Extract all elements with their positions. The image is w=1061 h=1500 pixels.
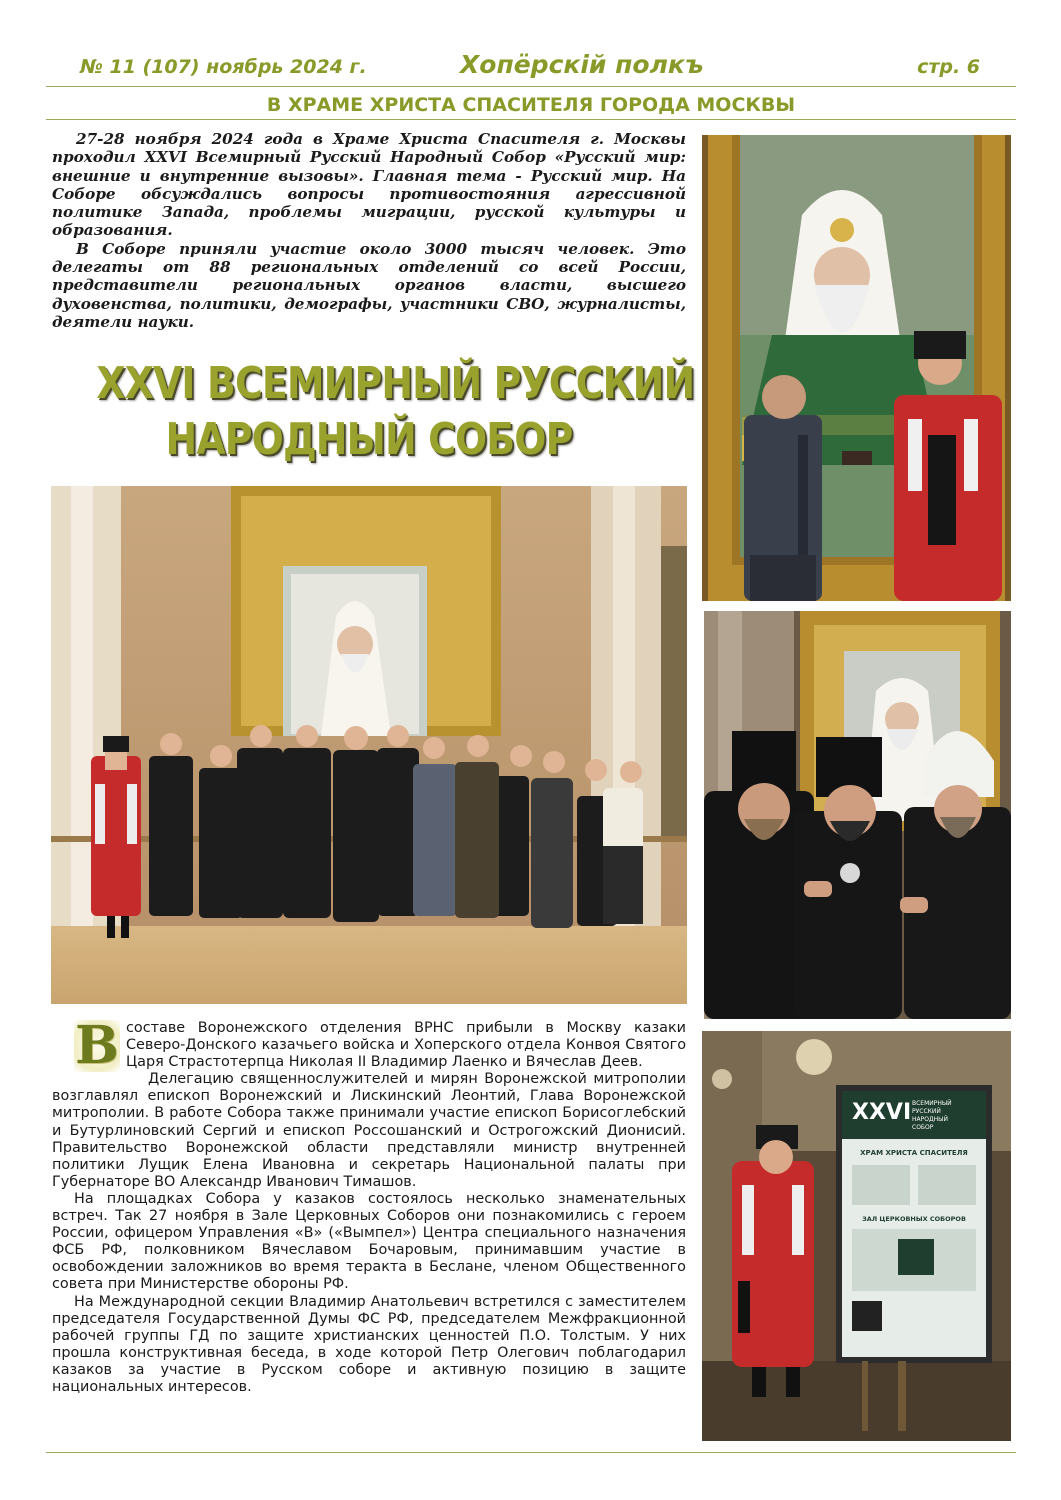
- headline-line-1: XXVI ВСЕМИРНЫЙ РУССКИЙ: [96, 358, 695, 409]
- poster-photo: [702, 1031, 1011, 1441]
- poster-small-1: ВСЕМИРНЫЙ: [912, 1100, 952, 1107]
- article-paragraph-2: Делегацию священнослужителей и мирян Воронежской митрополии возглавлял епископ Воронежский и Лискинский Леонтий, Глава Воронежской митрополии. В работе Собора также принимали участие епископ Борисоглебский и Бутурлиновский Сергий и епископ Россошанский и Острогожский Дионисий. Правительство Воронежской области представляли министр внутренней политики Лущик Елена Ивановна и секретарь Национальной палаты при Губернаторе ВО Александр Иванович Тимашов.: [52, 1071, 686, 1190]
- bottom-rule: [46, 1452, 1016, 1453]
- article-paragraph-3: На площадках Собора у казаков состоялось несколько знаменательных встреч. Так 27 ноября в Зале Церковных Соборов они познакомились с героем России, офицером Управления «В» («Вымпел») Центра специального назначения ФСБ РФ, полковником Вячеславом Бочаровым, принимавшим участие в освобождении заложников во время теракта в Беслане, членом Общественного совета при Министерстве обороны РФ.: [52, 1190, 686, 1293]
- poster-small-2: РУССКИЙ: [912, 1108, 941, 1115]
- clergy-photo: [704, 611, 1011, 1019]
- poster-small-4: СОБОР: [912, 1124, 934, 1131]
- section-title: В ХРАМЕ ХРИСТА СПАСИТЕЛЯ ГОРОДА МОСКВЫ: [46, 91, 1016, 120]
- page-number: стр. 6: [917, 56, 980, 78]
- article-paragraph-4: На Международной секции Владимир Анатольевич встретился с заместителем председателя Государственной Думы ФС РФ, председателем Межфракционной рабочей группы ГД по защите христианских ценностей П.О. Толстым. У них прошла конструктивная беседа, в ходе которой Петр Олегович поблагодарил казаков за участие в Русском соборе и активную позицию в защите национальных интересов.: [52, 1293, 686, 1395]
- poster-number: XXVI: [852, 1100, 912, 1125]
- article-body: [52, 1015, 686, 1396]
- headline-line-2: НАРОДНЫЙ СОБОР: [165, 414, 573, 465]
- issue-number: № 11 (107) ноябрь 2024 г.: [80, 56, 367, 78]
- article-paragraph-1-text: составе Воронежского отделения ВРНС прибыли в Москву казаки Северо-Донского казачьего войска и Хоперского отдела Конвоя Святого Царя Страстотерпца Николая II Владимир Лаенко и Вячеслав Деев.: [126, 1020, 686, 1071]
- lead-text: [52, 130, 686, 331]
- group-photo: [51, 486, 687, 1004]
- lead-paragraph-2: В Соборе приняли участие около 3000 тысяч человек. Это делегаты от 88 региональных отделений со всей России, представители региональных органов власти, высшего духовенства, политики, демографы, участники СВО, журналисты, деятели науки.: [52, 239, 686, 331]
- poster-small-3: НАРОДНЫЙ: [912, 1116, 948, 1123]
- masthead: [46, 50, 1016, 87]
- drop-cap: В: [75, 1015, 119, 1076]
- article-headline: [96, 356, 695, 468]
- poster-hall: ХРАМ ХРИСТА СПАСИТЕЛЯ: [860, 1149, 968, 1157]
- article-paragraph-1: [52, 1015, 686, 1076]
- lead-paragraph-1: 27-28 ноября 2024 года в Храме Христа Спасителя г. Москвы проходил XXVI Всемирный Русский Народный Собор «Русский мир: внешние и внутренние вызовы». Главная тема - Русский мир. На Соборе обсуждались вопросы противостояния агрессивной политике Запада, проблемы миграции, русской культуры и образования.: [52, 130, 686, 240]
- award-photo: [702, 135, 1011, 601]
- poster-room: ЗАЛ ЦЕРКОВНЫХ СОБОРОВ: [862, 1215, 966, 1223]
- newspaper-title: Хопёрскій полкъ: [460, 50, 704, 79]
